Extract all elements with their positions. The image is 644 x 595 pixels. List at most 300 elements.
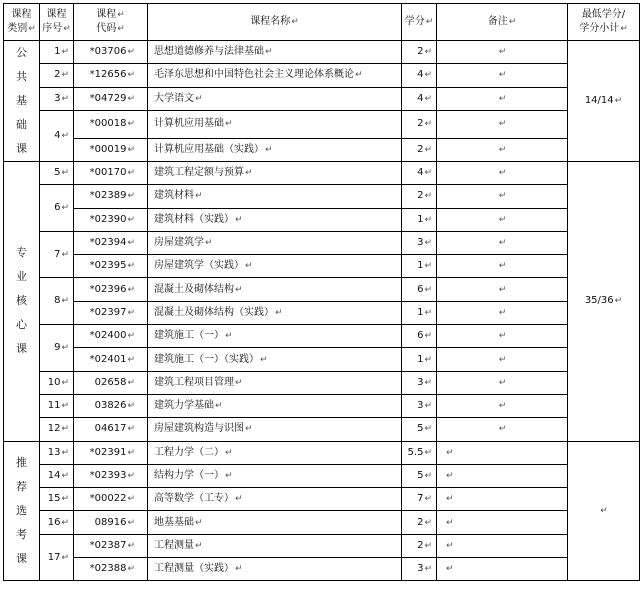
- paragraph-mark: ↵: [195, 517, 203, 528]
- paragraph-mark: ↵: [195, 191, 203, 202]
- course-credit: 1: [417, 353, 424, 365]
- credit-cell: [402, 418, 437, 441]
- paragraph-mark: ↵: [424, 261, 432, 272]
- seq-cell: [40, 162, 74, 185]
- table-row: [4, 418, 640, 441]
- course-plan-table: [3, 3, 640, 581]
- paragraph-mark: ↵: [424, 144, 432, 155]
- paragraph-mark: ↵: [127, 307, 135, 318]
- paragraph-mark: ↵: [235, 214, 243, 225]
- paragraph-mark: ↵: [127, 447, 135, 458]
- code-cell: [74, 162, 148, 185]
- paragraph-mark: ↵: [424, 214, 432, 225]
- credit-cell: [402, 138, 437, 161]
- course-credit: 6: [417, 330, 424, 342]
- paragraph-mark: ↵: [498, 261, 507, 272]
- code-cell: [74, 371, 148, 394]
- course-credit: 5.5: [407, 446, 424, 458]
- table-row: [4, 208, 640, 231]
- table-row: [4, 325, 640, 348]
- seq-cell: [40, 464, 74, 487]
- course-code: *03706: [89, 46, 127, 58]
- credit-cell: [402, 41, 437, 64]
- note-cell: [437, 418, 568, 441]
- paragraph-mark: ↵: [424, 119, 432, 130]
- name-cell: [148, 348, 402, 371]
- code-cell: [74, 138, 148, 161]
- course-code: 04617: [94, 423, 127, 435]
- header-row: [4, 4, 640, 41]
- paragraph-mark: ↵: [424, 191, 432, 202]
- paragraph-mark: ↵: [127, 284, 135, 295]
- paragraph-mark: ↵: [61, 494, 69, 505]
- paragraph-mark: ↵: [424, 93, 432, 104]
- table-row: [4, 301, 640, 324]
- course-name: 建筑施工（一）: [154, 330, 224, 342]
- paragraph-mark: ↵: [195, 540, 203, 551]
- course-credit: 5: [417, 423, 424, 435]
- note-cell: [437, 278, 568, 301]
- note-cell: [437, 348, 568, 371]
- course-code: *02387: [89, 539, 127, 551]
- paragraph-mark: ↵: [61, 249, 69, 260]
- course-code: *02401: [89, 353, 127, 365]
- paragraph-mark: ↵: [127, 564, 135, 575]
- paragraph-mark: ↵: [424, 377, 432, 388]
- paragraph-mark: ↵: [235, 284, 243, 295]
- note-cell: [437, 110, 568, 138]
- table-row: [4, 348, 640, 371]
- name-cell: [148, 441, 402, 464]
- note-cell: [437, 511, 568, 534]
- note-cell: [437, 534, 568, 557]
- paragraph-mark: ↵: [61, 471, 69, 481]
- category-label: 专业核心课: [16, 246, 27, 356]
- seq-number: 1: [54, 46, 61, 58]
- paragraph-mark: ↵: [498, 47, 507, 58]
- course-name: 混凝土及砌体结构: [154, 283, 234, 295]
- code-cell: [74, 64, 148, 87]
- header-seq: 课程 序号↵: [40, 4, 74, 41]
- paragraph-mark: ↵: [424, 447, 432, 458]
- table-row: [4, 185, 640, 208]
- seq-cell: [40, 371, 74, 394]
- seq-cell: [40, 511, 74, 534]
- paragraph-mark: ↵: [498, 238, 507, 249]
- course-code: *02393: [89, 470, 127, 481]
- seq-cell: [40, 41, 74, 64]
- table-row: [4, 41, 640, 64]
- course-name: 房屋建筑构造与识图: [154, 423, 244, 435]
- name-cell: [148, 208, 402, 231]
- course-name: 建筑施工（一）（实践）: [154, 353, 259, 365]
- paragraph-mark: ↵: [424, 47, 432, 58]
- seq-number: 7: [54, 248, 61, 260]
- paragraph-mark: ↵: [446, 517, 454, 528]
- header-name: 课程名称↵: [148, 4, 402, 41]
- code-cell: [74, 348, 148, 371]
- name-cell: [148, 110, 402, 138]
- course-code: 03826: [94, 400, 127, 412]
- paragraph-mark: ↵: [498, 307, 507, 318]
- min-credit-cell: [568, 41, 640, 162]
- paragraph-mark: ↵: [61, 70, 69, 81]
- seq-cell: [40, 110, 74, 161]
- table-row: [4, 534, 640, 557]
- seq-number: 9: [54, 341, 61, 353]
- paragraph-mark: ↵: [225, 119, 233, 130]
- paragraph-mark: ↵: [205, 238, 213, 249]
- course-name: 计算机应用基础（实践）: [154, 143, 264, 155]
- paragraph-mark: ↵: [61, 401, 69, 412]
- paragraph-mark: ↵: [127, 214, 135, 225]
- paragraph-mark: ↵: [424, 238, 432, 249]
- table-row: [4, 64, 640, 87]
- course-name: 房屋建筑学（实践）: [154, 260, 244, 272]
- seq-cell: [40, 418, 74, 441]
- course-credit: 2: [417, 539, 424, 551]
- code-cell: [74, 464, 148, 487]
- table-header: [4, 4, 640, 41]
- name-cell: [148, 511, 402, 534]
- paragraph-mark: ↵: [614, 96, 623, 106]
- min-credit-value: 14/14: [584, 95, 614, 106]
- table-row: [4, 371, 640, 394]
- paragraph-mark: ↵: [127, 517, 135, 528]
- paragraph-mark: ↵: [498, 70, 507, 81]
- category-label: 公共基础课: [16, 46, 27, 155]
- paragraph-mark: ↵: [498, 168, 507, 179]
- table-row: [4, 87, 640, 110]
- paragraph-mark: ↵: [61, 424, 69, 435]
- paragraph-mark: ↵: [424, 168, 432, 179]
- name-cell: [148, 418, 402, 441]
- course-name: 建筑力学基础: [154, 400, 214, 412]
- name-cell: [148, 87, 402, 110]
- paragraph-mark: ↵: [245, 424, 253, 435]
- credit-cell: [402, 371, 437, 394]
- credit-cell: [402, 64, 437, 87]
- paragraph-mark: ↵: [424, 354, 432, 365]
- seq-number: 8: [54, 295, 61, 307]
- paragraph-mark: ↵: [424, 424, 432, 435]
- name-cell: [148, 301, 402, 324]
- paragraph-mark: ↵: [127, 144, 135, 155]
- name-cell: [148, 255, 402, 278]
- name-cell: [148, 371, 402, 394]
- paragraph-mark: ↵: [127, 540, 135, 551]
- paragraph-mark: ↵: [275, 307, 283, 318]
- course-credit: 1: [417, 306, 424, 318]
- paragraph-mark: ↵: [424, 331, 432, 342]
- header-min-credit: 最低学分/ 学分小计↵: [568, 4, 640, 41]
- name-cell: [148, 488, 402, 511]
- code-cell: [74, 394, 148, 417]
- seq-number: 11: [47, 400, 61, 412]
- paragraph-mark: ↵: [498, 214, 507, 225]
- header-code: 课程↵ 代码↵: [74, 4, 148, 41]
- credit-cell: [402, 255, 437, 278]
- course-credit: 2: [417, 118, 424, 130]
- paragraph-mark: ↵: [446, 494, 454, 505]
- paragraph-mark: ↵: [61, 130, 69, 141]
- credit-cell: [402, 208, 437, 231]
- name-cell: [148, 278, 402, 301]
- course-code: *02400: [89, 330, 127, 342]
- credit-cell: [402, 231, 437, 254]
- course-name: 建筑工程定额与预算: [154, 167, 244, 179]
- course-credit: 2: [417, 190, 424, 202]
- paragraph-mark: ↵: [235, 377, 243, 388]
- seq-number: 15: [47, 493, 61, 505]
- seq-number: 17: [47, 551, 61, 563]
- table-row: [4, 110, 640, 138]
- paragraph-mark: ↵: [127, 93, 135, 104]
- name-cell: [148, 534, 402, 557]
- table-row: [4, 394, 640, 417]
- name-cell: [148, 464, 402, 487]
- seq-number: 2: [54, 69, 61, 81]
- code-cell: [74, 301, 148, 324]
- seq-cell: [40, 394, 74, 417]
- code-cell: [74, 185, 148, 208]
- paragraph-mark: ↵: [61, 377, 69, 388]
- course-name: 地基基础: [154, 516, 194, 528]
- paragraph-mark: ↵: [61, 47, 69, 58]
- paragraph-mark: ↵: [235, 564, 243, 575]
- paragraph-mark: ↵: [355, 70, 363, 81]
- credit-cell: [402, 162, 437, 185]
- paragraph-mark: ↵: [127, 377, 135, 388]
- credit-cell: [402, 325, 437, 348]
- note-cell: [437, 255, 568, 278]
- paragraph-mark: ↵: [245, 261, 253, 272]
- paragraph-mark: ↵: [215, 401, 223, 412]
- paragraph-mark: ↵: [446, 447, 454, 458]
- course-code: *02391: [89, 446, 127, 458]
- code-cell: [74, 278, 148, 301]
- category-cell: [4, 41, 40, 162]
- credit-cell: [402, 534, 437, 557]
- paragraph-mark: ↵: [127, 331, 135, 342]
- paragraph-mark: ↵: [498, 144, 507, 155]
- note-cell: [437, 231, 568, 254]
- paragraph-mark: ↵: [61, 552, 69, 563]
- paragraph-mark: ↵: [225, 331, 233, 342]
- course-name: 计算机应用基础: [154, 118, 224, 130]
- paragraph-mark: ↵: [498, 354, 507, 365]
- note-cell: [437, 464, 568, 487]
- course-name: 工程力学（二）: [154, 446, 224, 458]
- seq-number: 3: [54, 92, 61, 104]
- paragraph-mark: ↵: [127, 471, 135, 481]
- course-name: 工程测量（实践）: [154, 563, 234, 575]
- credit-cell: [402, 394, 437, 417]
- paragraph-mark: ↵: [225, 447, 233, 458]
- seq-cell: [40, 441, 74, 464]
- seq-cell: [40, 325, 74, 372]
- course-code: *00019: [89, 143, 127, 155]
- category-label: 推荐选考课: [16, 455, 27, 565]
- paragraph-mark: ↵: [61, 517, 69, 528]
- paragraph-mark: ↵: [424, 401, 432, 412]
- course-code: *12656: [89, 69, 127, 81]
- seq-number: 5: [54, 167, 61, 179]
- course-credit: 3: [417, 400, 424, 412]
- credit-cell: [402, 488, 437, 511]
- course-code: 02658: [94, 376, 127, 388]
- seq-cell: [40, 87, 74, 110]
- paragraph-mark: ↵: [498, 331, 507, 342]
- name-cell: [148, 41, 402, 64]
- course-credit: 3: [417, 563, 424, 575]
- note-cell: [437, 41, 568, 64]
- min-credit-value: 35/36: [584, 295, 614, 307]
- paragraph-mark: ↵: [265, 144, 273, 155]
- course-code: *00018: [89, 118, 127, 130]
- table-body: [4, 41, 640, 581]
- paragraph-mark: ↵: [265, 47, 273, 58]
- course-name: 工程测量: [154, 539, 194, 551]
- paragraph-mark: ↵: [127, 401, 135, 412]
- course-credit: 2: [417, 143, 424, 155]
- paragraph-mark: ↵: [446, 471, 454, 481]
- paragraph-mark: ↵: [127, 494, 135, 505]
- course-code: *02396: [89, 283, 127, 295]
- course-name: 结构力学（一）: [154, 470, 224, 481]
- course-credit: 7: [417, 493, 424, 505]
- seq-number: 4: [54, 129, 61, 141]
- code-cell: [74, 255, 148, 278]
- course-name: 混凝土及砌体结构（实践）: [154, 306, 274, 318]
- course-credit: 4: [417, 92, 424, 104]
- code-cell: [74, 110, 148, 138]
- course-code: *02388: [89, 563, 127, 575]
- table-row: [4, 231, 640, 254]
- code-cell: [74, 231, 148, 254]
- credit-cell: [402, 441, 437, 464]
- category-cell: [4, 162, 40, 442]
- paragraph-mark: ↵: [498, 191, 507, 202]
- table-row: [4, 278, 640, 301]
- note-cell: [437, 138, 568, 161]
- paragraph-mark: ↵: [424, 284, 432, 295]
- name-cell: [148, 325, 402, 348]
- code-cell: [74, 511, 148, 534]
- course-code: *02394: [89, 237, 127, 249]
- course-code: *02397: [89, 306, 127, 318]
- course-name: 思想道德修养与法律基础: [154, 46, 264, 58]
- seq-number: 14: [47, 470, 61, 481]
- seq-cell: [40, 64, 74, 87]
- course-name: 建筑材料（实践）: [154, 213, 234, 225]
- paragraph-mark: ↵: [424, 494, 432, 505]
- paragraph-mark: ↵: [61, 342, 69, 353]
- paragraph-mark: ↵: [127, 424, 135, 435]
- course-credit: 1: [417, 260, 424, 272]
- name-cell: [148, 231, 402, 254]
- code-cell: [74, 325, 148, 348]
- note-cell: [437, 325, 568, 348]
- paragraph-mark: ↵: [424, 540, 432, 551]
- code-cell: [74, 87, 148, 110]
- code-cell: [74, 558, 148, 581]
- seq-cell: [40, 231, 74, 278]
- paragraph-mark: ↵: [424, 517, 432, 528]
- paragraph-mark: ↵: [424, 70, 432, 81]
- table-row: [4, 488, 640, 511]
- course-credit: 2: [417, 46, 424, 58]
- table-row: [4, 558, 640, 581]
- min-credit-cell: [568, 441, 640, 581]
- seq-cell: [40, 534, 74, 581]
- course-credit: 5: [417, 470, 424, 481]
- seq-cell: [40, 278, 74, 325]
- note-cell: [437, 558, 568, 581]
- paragraph-mark: ↵: [61, 168, 69, 179]
- paragraph-mark: ↵: [245, 168, 253, 179]
- course-credit: 4: [417, 167, 424, 179]
- paragraph-mark: ↵: [127, 70, 135, 81]
- paragraph-mark: ↵: [260, 354, 268, 365]
- paragraph-mark: ↵: [614, 296, 623, 307]
- code-cell: [74, 418, 148, 441]
- credit-cell: [402, 87, 437, 110]
- note-cell: [437, 301, 568, 324]
- name-cell: [148, 162, 402, 185]
- code-cell: [74, 534, 148, 557]
- paragraph-mark: ↵: [424, 471, 432, 481]
- course-credit: 4: [417, 69, 424, 81]
- paragraph-mark: ↵: [61, 93, 69, 104]
- note-cell: [437, 87, 568, 110]
- header-credit: 学分↵: [402, 4, 437, 41]
- name-cell: [148, 558, 402, 581]
- paragraph-mark: ↵: [446, 564, 454, 575]
- seq-number: 13: [47, 446, 61, 458]
- course-code: 08916: [94, 516, 127, 528]
- course-code: *02395: [89, 260, 127, 272]
- table-row: [4, 464, 640, 487]
- paragraph-mark: ↵: [600, 505, 608, 516]
- course-code: *04729: [89, 92, 127, 104]
- course-name: 毛泽东思想和中国特色社会主义理论体系概论: [154, 69, 354, 81]
- credit-cell: [402, 110, 437, 138]
- table-row: [4, 255, 640, 278]
- paragraph-mark: ↵: [61, 296, 69, 307]
- paragraph-mark: ↵: [498, 377, 507, 388]
- paragraph-mark: ↵: [127, 191, 135, 202]
- paragraph-mark: ↵: [127, 168, 135, 179]
- course-name: 房屋建筑学: [154, 237, 204, 249]
- name-cell: [148, 394, 402, 417]
- name-cell: [148, 64, 402, 87]
- paragraph-mark: ↵: [498, 401, 507, 412]
- note-cell: [437, 185, 568, 208]
- course-code: *02390: [89, 213, 127, 225]
- paragraph-mark: ↵: [498, 119, 507, 130]
- course-code: *00170: [89, 167, 127, 179]
- paragraph-mark: ↵: [235, 494, 243, 505]
- seq-number: 16: [47, 516, 61, 528]
- paragraph-mark: ↵: [498, 93, 507, 104]
- seq-number: 10: [47, 376, 61, 388]
- course-code: *02389: [89, 190, 127, 202]
- min-credit-cell: [568, 162, 640, 442]
- name-cell: [148, 138, 402, 161]
- credit-cell: [402, 511, 437, 534]
- table-row: [4, 162, 640, 185]
